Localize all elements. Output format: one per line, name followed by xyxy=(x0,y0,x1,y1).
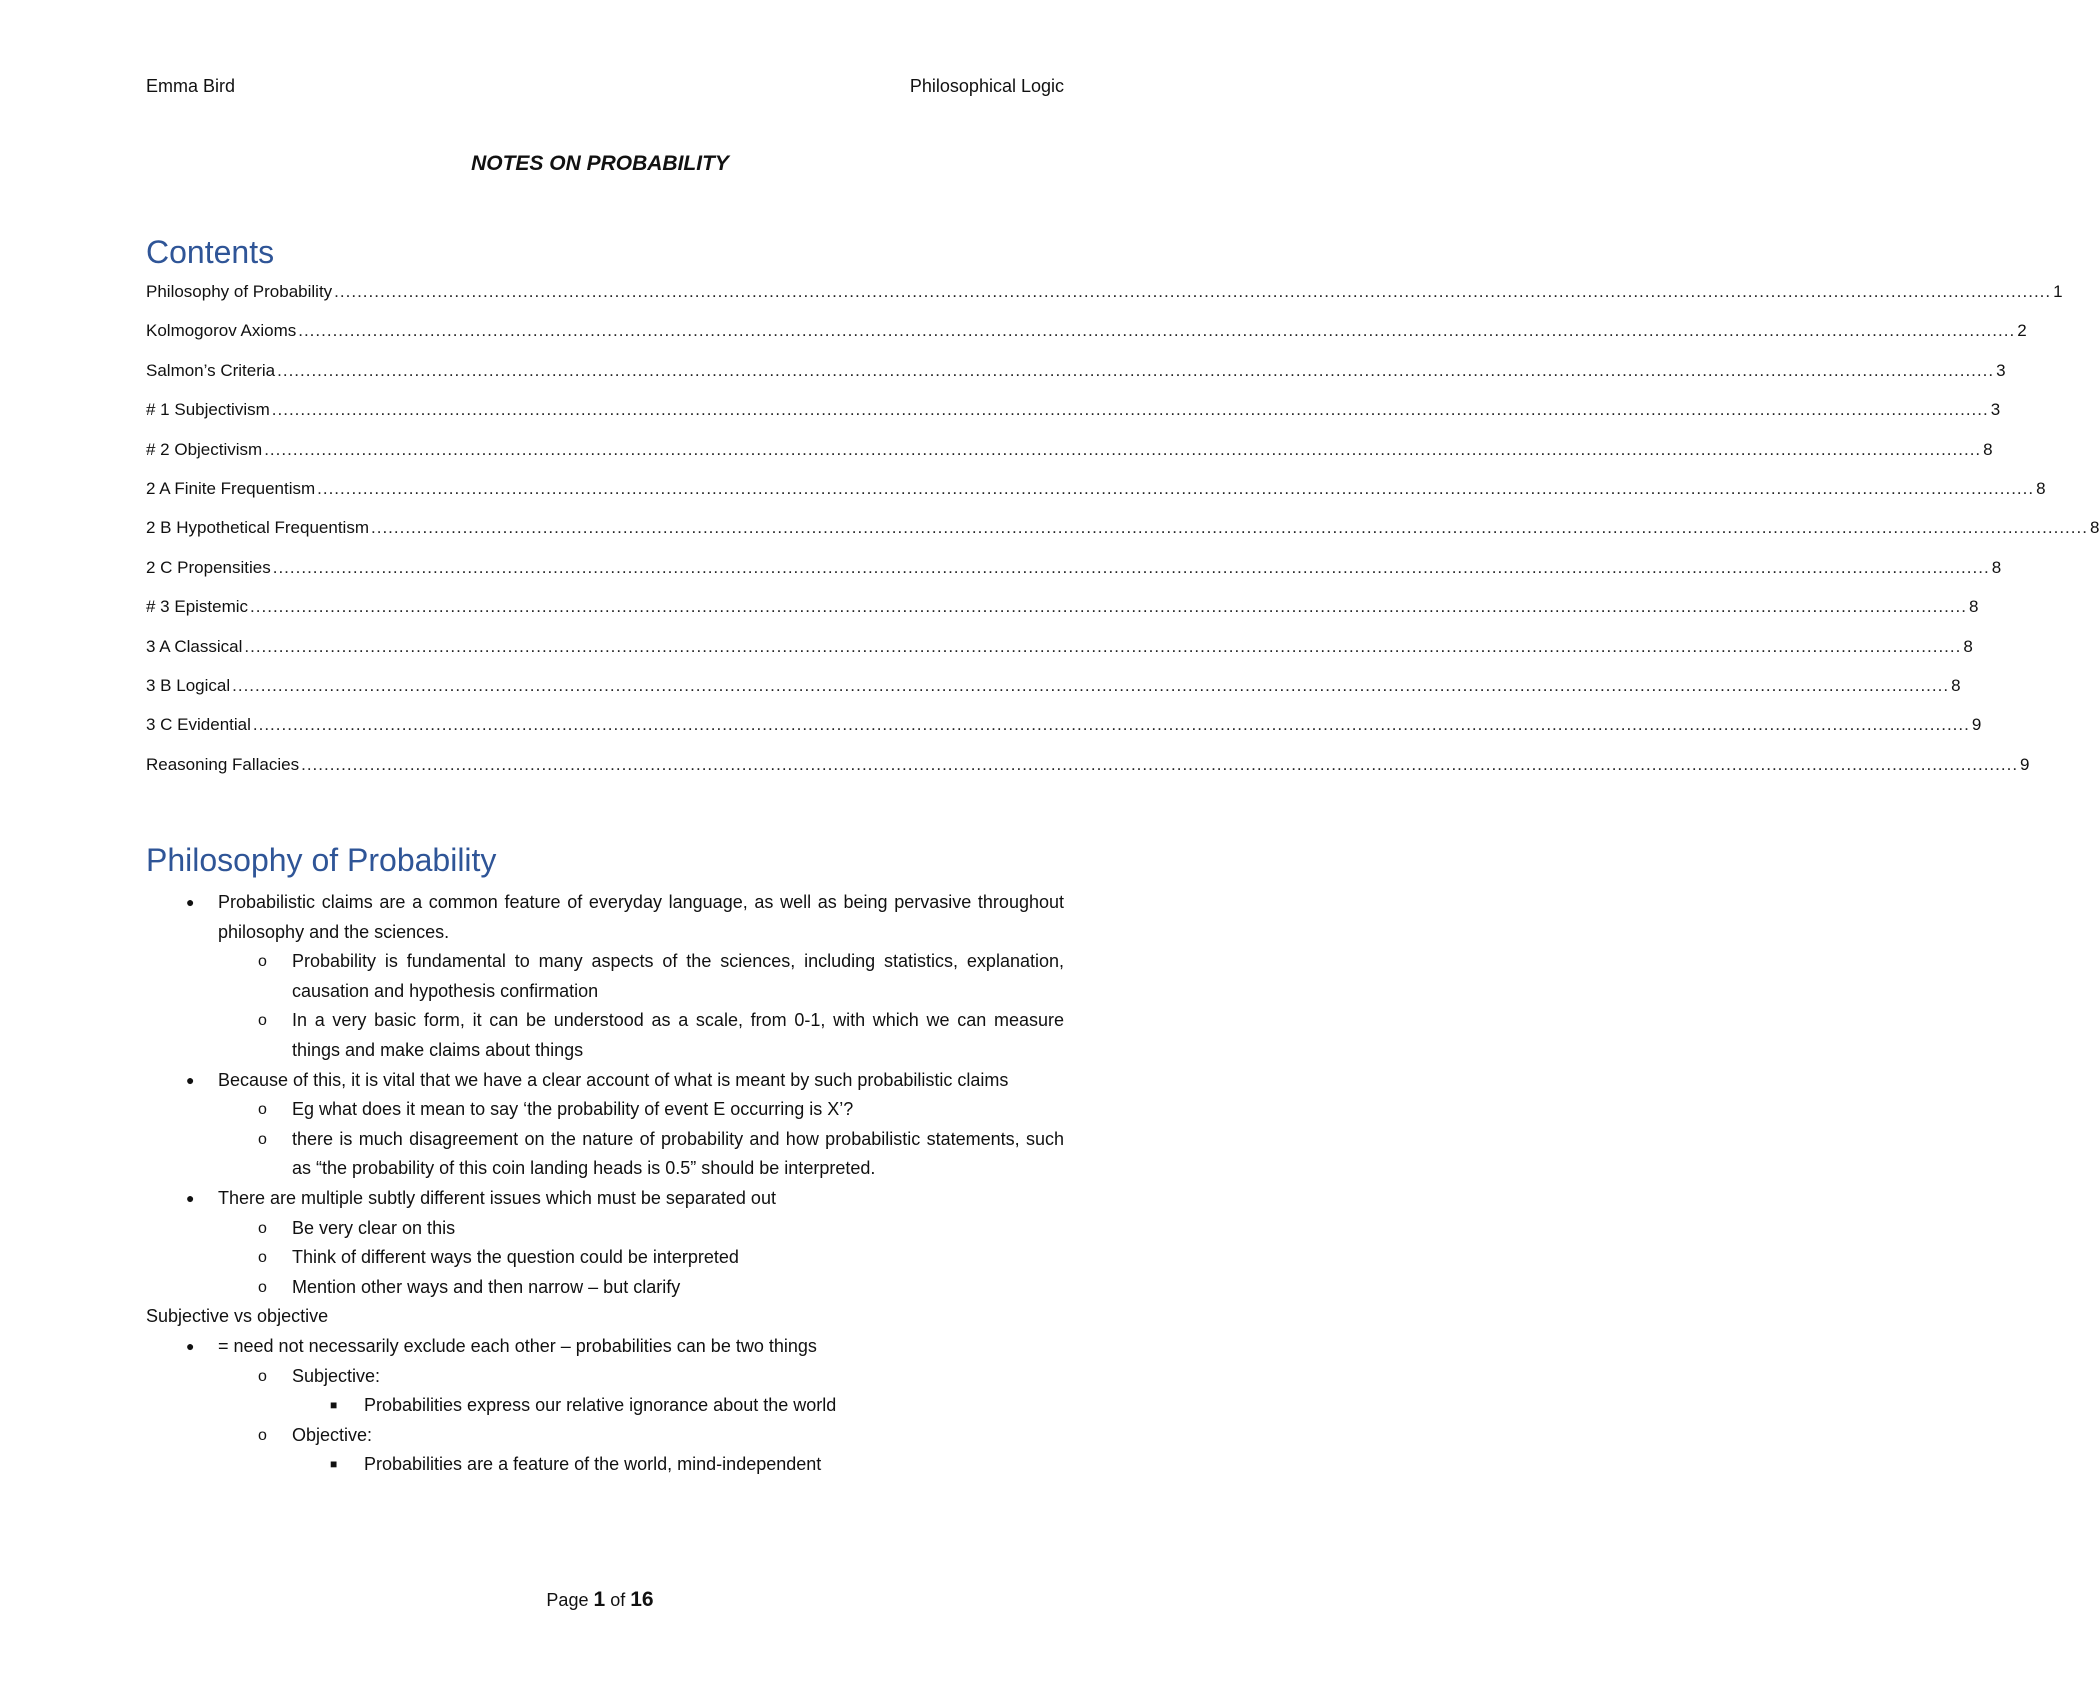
toc-leader-dots: ............................................................................................................................................................................................................................................................................................................ xyxy=(301,754,2019,774)
table-of-contents xyxy=(146,282,2099,794)
toc-entry-title: Kolmogorov Axioms xyxy=(146,321,297,341)
toc-entry-page: 8 xyxy=(2089,518,2099,538)
bullet-icon: o xyxy=(258,1278,267,1296)
list-item xyxy=(258,947,1064,1006)
bullet-icon: o xyxy=(258,1012,267,1030)
list-item-text: Be very clear on this xyxy=(292,1217,456,1238)
list-item-text: Probabilities are a feature of the world, mind-independent xyxy=(364,1454,822,1475)
section-heading: Philosophy of Probability xyxy=(146,842,497,878)
toc-entry[interactable] xyxy=(146,754,2030,794)
list-item xyxy=(258,1273,1064,1303)
toc-entry[interactable] xyxy=(146,400,2001,439)
list-item xyxy=(186,888,1064,947)
bullet-icon: ● xyxy=(186,1071,195,1088)
toc-leader-dots: ............................................................................................................................................................................................................................................................................................................ xyxy=(232,675,1950,695)
list-item-text: Think of different ways the question could be interpreted xyxy=(292,1247,739,1268)
bullet-icon: ■ xyxy=(330,1398,338,1413)
toc-leader-dots: ............................................................................................................................................................................................................................................................................................................ xyxy=(317,478,2035,498)
footer-of-label: of xyxy=(610,1590,626,1610)
toc-entry[interactable] xyxy=(146,557,2002,597)
toc-leader-dots: ............................................................................................................................................................................................................................................................................................................ xyxy=(298,321,2016,341)
bullet-icon: ● xyxy=(186,894,195,910)
toc-entry-page: 8 xyxy=(1951,675,1961,695)
toc-entry-page: 3 xyxy=(1990,400,2001,420)
toc-entry[interactable] xyxy=(146,675,1961,715)
bullet-icon: o xyxy=(258,1219,267,1237)
toc-entry-page: 8 xyxy=(1969,597,1979,617)
toc-leader-dots: ............................................................................................................................................................................................................................................................................................................ xyxy=(244,636,1962,656)
bullet-icon: o xyxy=(258,1249,267,1267)
list-item-text: there is much disagreement on the nature of probability and how probabilistic statements, such as “the probability of this coin landing heads is 0.5” should be interpreted. xyxy=(292,1128,1064,1179)
toc-entry-title: 3 B Logical xyxy=(146,675,231,695)
toc-entry[interactable] xyxy=(146,282,2063,321)
toc-entry[interactable] xyxy=(146,518,2099,557)
list-item-text: Probability is fundamental to many aspects of the sciences, including statistics, explanation, causation and hypothesis confirmation xyxy=(292,951,1064,1001)
list-item xyxy=(186,1332,1064,1362)
toc-entry-title: 2 A Finite Frequentism xyxy=(146,478,316,498)
list-item-text: There are multiple subtly different issues which must be separated out xyxy=(218,1187,776,1208)
toc-leader-dots: ............................................................................................................................................................................................................................................................................................................ xyxy=(252,715,1970,735)
toc-entry-page: 8 xyxy=(1991,557,2002,577)
toc-leader-dots: ............................................................................................................................................................................................................................................................................................................ xyxy=(264,439,1982,459)
toc-entry-title: Salmon’s Criteria xyxy=(146,360,276,380)
footer-total-pages: 16 xyxy=(630,1588,654,1611)
contents-heading: Contents xyxy=(146,234,275,270)
toc-entry-title: 3 C Evidential xyxy=(146,715,251,735)
toc-entry-page: 2 xyxy=(2017,321,2027,341)
list-item-text: = need not necessarily exclude each other – probabilities can be two things xyxy=(218,1335,817,1356)
list-item-text: Subjective: xyxy=(292,1365,381,1386)
list-item xyxy=(330,1450,1064,1480)
toc-entry-page: 9 xyxy=(1971,715,1982,735)
header-author: Emma Bird xyxy=(146,76,236,96)
toc-entry-title: 2 C Propensities xyxy=(146,557,271,577)
list-item xyxy=(258,1243,1064,1273)
body-paragraph xyxy=(146,1302,1064,1332)
toc-entry-title: 2 B Hypothetical Frequentism xyxy=(146,518,369,538)
toc-entry-page: 8 xyxy=(1963,636,1973,656)
toc-entry[interactable] xyxy=(146,360,2006,400)
list-item-text: Mention other ways and then narrow – but clarify xyxy=(292,1276,681,1297)
toc-entry[interactable] xyxy=(146,478,2046,518)
toc-entry-page: 3 xyxy=(1996,360,2006,380)
list-item-text: Objective: xyxy=(292,1424,373,1445)
toc-entry-page: 8 xyxy=(2036,478,2046,498)
toc-leader-dots: ............................................................................................................................................................................................................................................................................................................ xyxy=(371,518,2088,538)
toc-entry-title: # 3 Epistemic xyxy=(146,597,249,617)
toc-entry-page: 9 xyxy=(2020,754,2030,774)
toc-entry[interactable] xyxy=(146,439,1993,479)
document-title: NOTES ON PROBABILITY xyxy=(471,152,729,175)
toc-entry-page: 1 xyxy=(2053,282,2063,301)
list-item-text: Probabilities express our relative ignorance about the world xyxy=(364,1395,837,1416)
toc-entry[interactable] xyxy=(146,636,1973,676)
section-body xyxy=(146,888,1064,1480)
list-item xyxy=(186,1066,1064,1096)
toc-entry-title: # 2 Objectivism xyxy=(146,439,263,459)
list-item-text: Eg what does it mean to say ‘the probability of event E occurring is X’? xyxy=(292,1099,854,1120)
page-footer xyxy=(0,1588,1200,1612)
bullet-icon: ● xyxy=(186,1337,195,1354)
toc-leader-dots: ............................................................................................................................................................................................................................................................................................................ xyxy=(334,282,2052,301)
list-item-text: Because of this, it is vital that we have a clear account of what is meant by such probabilistic claims xyxy=(218,1069,1009,1090)
bullet-icon: o xyxy=(258,1101,267,1119)
list-item-text: Probabilistic claims are a common feature of everyday language, as well as being pervasive throughout philosophy and the sciences. xyxy=(218,892,1064,942)
bullet-icon: ■ xyxy=(330,1457,338,1472)
header-course: Philosophical Logic xyxy=(909,76,1064,96)
list-item xyxy=(330,1391,1064,1421)
bullet-icon: o xyxy=(258,1426,267,1444)
toc-entry[interactable] xyxy=(146,715,1982,754)
toc-entry[interactable] xyxy=(146,321,2027,360)
list-item xyxy=(258,1421,1064,1451)
footer-current-page: 1 xyxy=(593,1588,606,1611)
toc-leader-dots: ............................................................................................................................................................................................................................................................................................................ xyxy=(272,557,1990,577)
bullet-icon: o xyxy=(258,1130,267,1148)
list-item-text: Subjective vs objective xyxy=(146,1306,329,1327)
toc-entry-title: # 1 Subjectivism xyxy=(146,400,270,420)
toc-entry-title: Reasoning Fallacies xyxy=(146,754,300,774)
toc-entry-page: 8 xyxy=(1983,439,1993,459)
bullet-icon: o xyxy=(258,953,267,971)
toc-entry[interactable] xyxy=(146,597,1979,636)
list-item-text: In a very basic form, it can be understood as a scale, from 0-1, with which we can measure things and make claims about things xyxy=(292,1010,1064,1060)
toc-leader-dots: ............................................................................................................................................................................................................................................................................................................ xyxy=(271,400,1989,420)
toc-leader-dots: ............................................................................................................................................................................................................................................................................................................ xyxy=(250,597,1967,617)
bullet-icon: o xyxy=(258,1367,267,1385)
list-item xyxy=(258,1214,1064,1244)
toc-entry-title: Philosophy of Probability xyxy=(146,282,333,301)
toc-leader-dots: ............................................................................................................................................................................................................................................................................................................ xyxy=(277,360,1995,380)
list-item xyxy=(258,1095,1064,1125)
list-item xyxy=(258,1006,1064,1065)
bullet-icon: ● xyxy=(186,1189,195,1206)
list-item xyxy=(186,1184,1064,1214)
toc-entry-title: 3 A Classical xyxy=(146,636,243,656)
footer-page-label: Page xyxy=(546,1590,589,1610)
list-item xyxy=(258,1362,1064,1392)
list-item xyxy=(258,1125,1064,1184)
